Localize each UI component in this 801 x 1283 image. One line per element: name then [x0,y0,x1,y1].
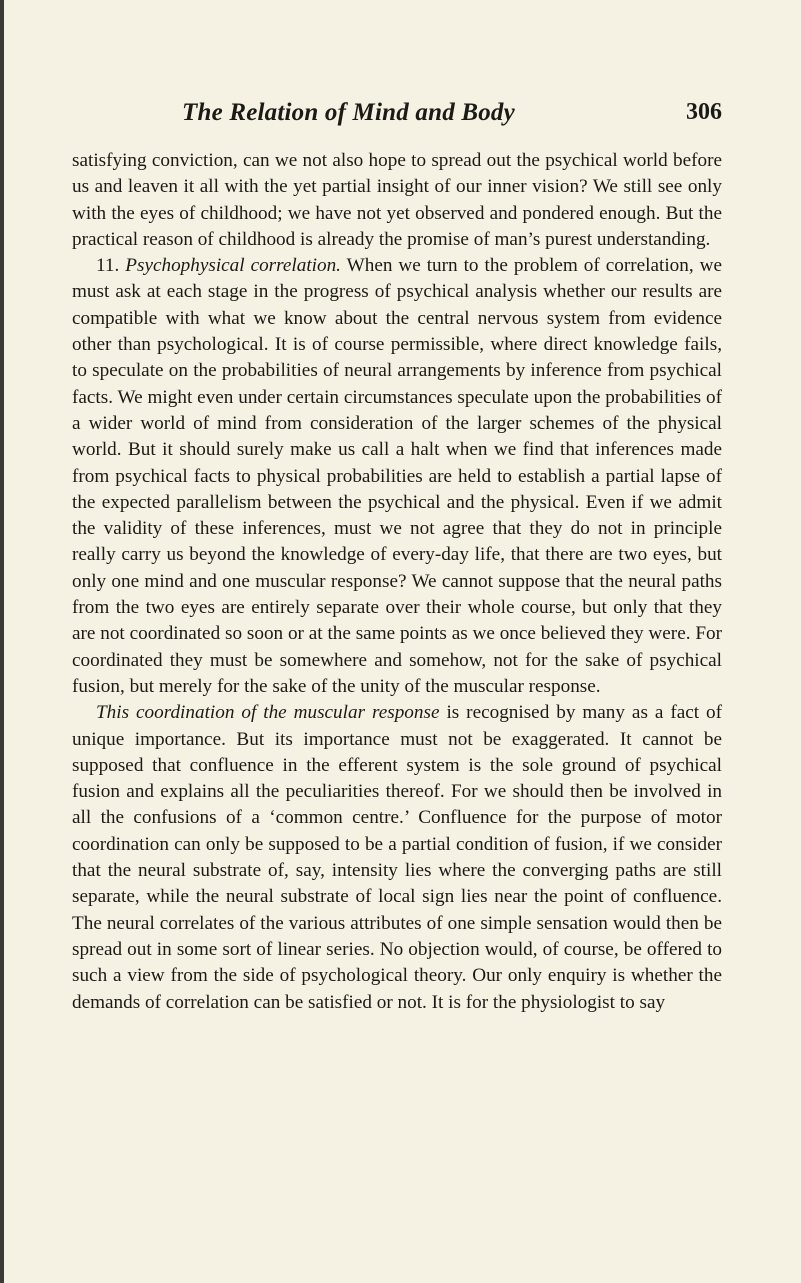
paragraph-continuation: satisfying conviction, can we not also hope to spread out the psychical world before us and leaven it all with the yet partial insight of our inner vision? We still see only with the eyes of childhood; we have not yet observed and pondered enough. But the practical reason of childhood is already the promise of man’s purest understanding. [72,150,722,250]
page-header [182,99,722,139]
section-heading: Psychophysical correlation. [125,255,341,277]
paragraph-section-11 [72,253,722,700]
page-binding-edge [0,0,4,1283]
italic-lead: This coordination of the muscular response [96,702,440,724]
paragraph-coordination [72,700,722,1016]
page-number: 306 [686,99,722,125]
section-number: 11. [96,255,120,277]
paragraph-text: is recognised by many as a fact of unique importance. But its importance must not be exaggerated. It cannot be supposed that confluence in the efferent system is the sole ground of psychical fusion and explains all the peculiarities thereof. For we should then be involved in all the confusions of a ‘common centre.’ Confluence for the purpose of motor coordination can only be supposed to be a partial condition of fusion, if we consider that the neural substrate of, say, intensity lies where the converging paths are still separate, while the neural substrate of local sign lies near the point of confluence. The neural correlates of the various attributes of one simple sensation would then be spread out in some sort of linear series. No objection would, of course, be offered to such a view from the side of psychological theory. Our only enquiry is whether the demands of correlation can be satisfied or not. It is for the physiologist to say [72,702,722,1013]
section-text: When we turn to the problem of correlation, we must ask at each stage in the progress of psychical analysis whether our results are compatible with what we know about the central nervous system from evidence other than psychological. It is of course permissible, where direct knowledge fails, to speculate on the probabilities of neural arrangements by inference from psychical facts. We might even under certain circumstances speculate upon the probabilities of a wider world of mind from consideration of the larger schemes of the physical world. But it should surely make us call a halt when we find that inferences made from psychical facts to physical probabilities are held to establish a partial lapse of the expected parallelism between the psychical and the physical. Even if we admit the validity of these inferences, must we not agree that they do not in principle really carry us beyond the knowledge of every-day life, that there are two eyes, but only one mind and one muscular response? We cannot suppose that the neural paths from the two eyes are entirely separate over their whole course, but only that they are not coordinated so soon or at the same points as we once believed they were. For coordinated they must be somewhere and somehow, not for the sake of psychical fusion, but merely for the sake of the unity of the muscular response. [72,255,722,697]
body-text [72,148,722,1016]
running-title: The Relation of Mind and Body [182,99,515,126]
